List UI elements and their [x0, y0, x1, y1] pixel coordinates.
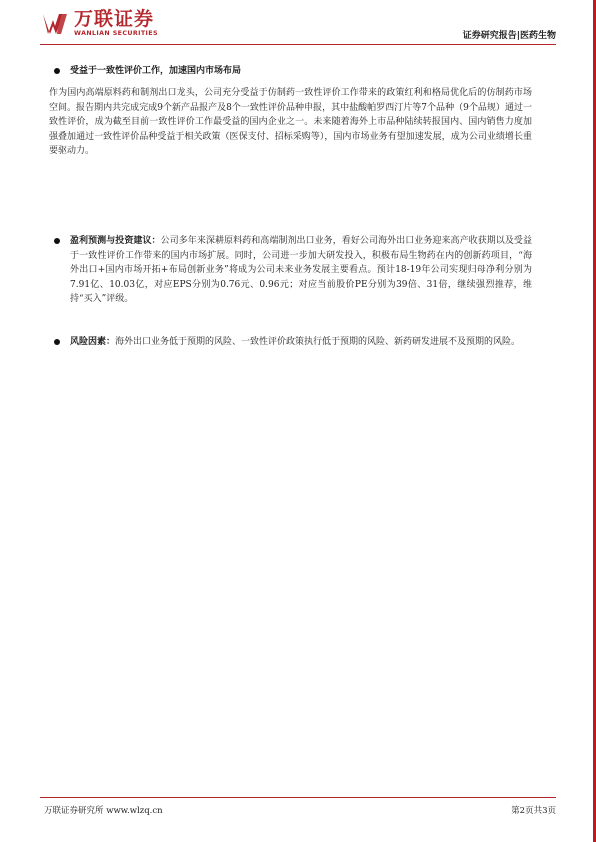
header-divider: [40, 44, 556, 45]
bullet-dot-icon: [54, 339, 60, 345]
section-body: 公司多年来深耕原料药和高端制剂出口业务，看好公司海外出口业务迎来高产收获期以及受益于一致性评价工作带来的国内市场扩展。同时，公司进一步加大研发投入，积极布局生物药在内的创新药项目，“海外出口+国内市场开拓+布局创新业务”将成为公司未来业务发展主要看点。预计18-19年公司实现归母净利分别为7.91亿、10.03亿，对应EPS分别为0.76元、0.96元；对应当前股价PE分别为39倍、31倍，继续强烈推荐，维持“买入”评级。: [70, 236, 532, 305]
bullet-dot-icon: [54, 68, 60, 74]
bullet-item: [40, 234, 556, 307]
section-paragraph: [70, 335, 556, 350]
section-label: 风险因素：: [70, 337, 116, 347]
section-label: 盈利预测与投资建议：: [70, 236, 161, 246]
section-consistency-evaluation: [40, 64, 556, 159]
section-paragraph: [70, 234, 556, 307]
page-number: 第2页共3页: [511, 806, 556, 816]
report-type-label: 证券研究报告|医药生物: [462, 31, 556, 41]
section-heading: 受益于一致性评价工作，加速国内市场布局: [70, 66, 242, 76]
bullet-dot-icon: [54, 238, 60, 244]
page-header: [0, 0, 596, 46]
bullet-item: [40, 335, 556, 350]
wanlian-logo-icon: [42, 12, 68, 36]
bullet-item: [40, 64, 556, 78]
brand-name-cn: 万联证券: [74, 8, 155, 30]
brand-name-en: WANLIAN SECURITIES: [74, 30, 158, 37]
footer-source: 万联证券研究所 www.wlzq.cn: [44, 806, 163, 816]
section-body: 海外出口业务低于预期的风险、一致性评价政策执行低于预期的风险、新药研发进展不及预期的风险。: [115, 337, 521, 347]
section-risk-factors: [40, 335, 556, 350]
footer-divider: [40, 797, 556, 798]
section-paragraph: 作为国内高端原料药和制剂出口龙头，公司充分受益于仿制药一致性评价工作带来的政策红利和格局优化后的仿制药市场空间。报告期内共完成完成9个新产品报产及8个一致性评价品种申报，其中盐酸帕罗西汀片等7个品种（9个品规）通过一致性评价，成为截至目前一致性评价工作最受益的国内企业之一。未来随着海外上市品种陆续转报国内、国内销售力度加强叠加通过一致性评价品种受益于相关政策（医保支付、招标采购等），国内市场业务有望加速发展，成为公司业绩增长重要驱动力。: [49, 88, 532, 157]
section-investment-advice: [40, 234, 556, 307]
